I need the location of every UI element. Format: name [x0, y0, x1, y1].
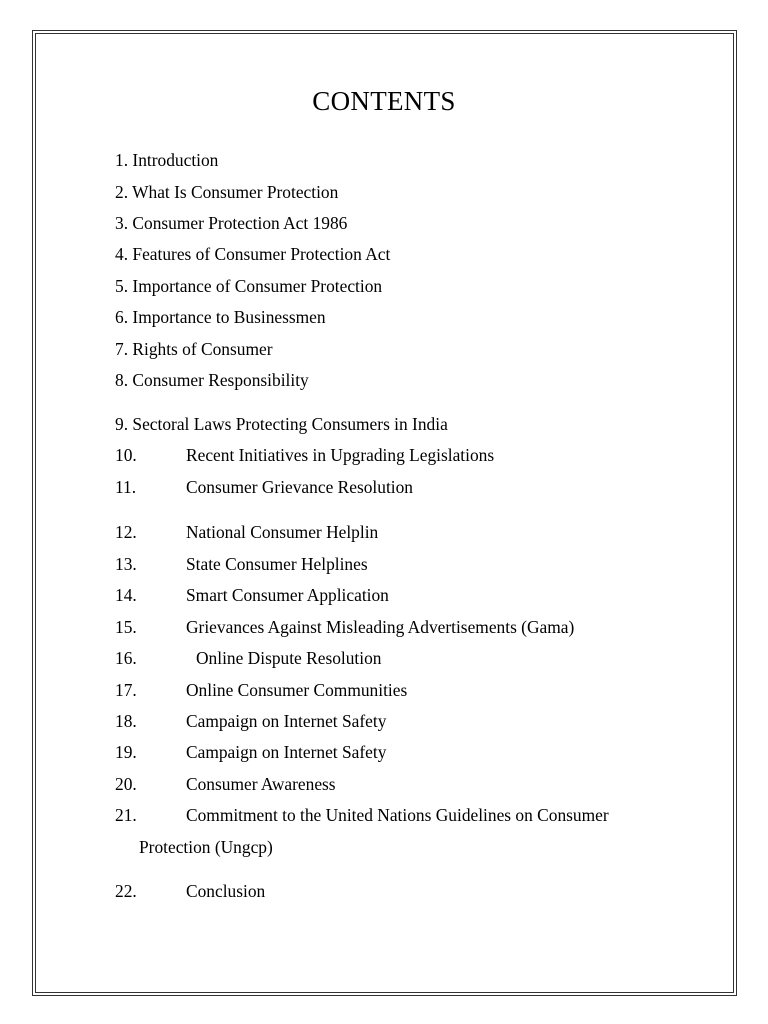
toc-item-number: 6.: [115, 307, 129, 327]
toc-item-label: National Consumer Helplin: [186, 522, 379, 542]
toc-item-number: 16.: [115, 648, 137, 668]
toc-item: [115, 773, 336, 795]
toc-item: [115, 710, 386, 732]
toc-item-number: 12.: [115, 522, 137, 542]
toc-item-label: Importance to Businessmen: [132, 307, 326, 327]
toc-item: [115, 306, 326, 328]
toc-item-number: 4.: [115, 244, 129, 264]
toc-item-label: State Consumer Helplines: [186, 554, 368, 574]
toc-item-label: Consumer Protection Act 1986: [132, 213, 348, 233]
toc-item-label: Campaign on Internet Safety: [186, 742, 387, 762]
toc-item: [115, 243, 390, 265]
toc-item-number: 14.: [115, 585, 137, 605]
toc-item-number: 18.: [115, 711, 137, 731]
toc-item: [115, 553, 368, 575]
toc-item-label: Campaign on Internet Safety: [186, 711, 387, 731]
toc-item-label: Consumer Awareness: [186, 774, 336, 794]
toc-item: [115, 149, 218, 171]
toc-item-number: 21.: [115, 805, 137, 825]
toc-item: [115, 647, 382, 669]
toc-item-number: 2.: [115, 182, 129, 202]
toc-item: [115, 584, 389, 606]
toc-item-number: 11.: [115, 477, 137, 497]
toc-item-number: 1.: [115, 150, 129, 170]
toc-item-number: 10.: [115, 445, 137, 465]
toc-item: [115, 413, 448, 435]
toc-item: [115, 444, 494, 466]
toc-item-label: Online Consumer Communities: [186, 680, 408, 700]
toc-item-label: Importance of Consumer Protection: [132, 276, 383, 296]
toc-item-label: Grievances Against Misleading Advertisements (Gama): [186, 617, 575, 637]
toc-item-label: Sectoral Laws Protecting Consumers in India: [132, 414, 448, 434]
toc-item-label: What Is Consumer Protection: [132, 182, 339, 202]
toc-item-label: Conclusion: [186, 881, 266, 901]
toc-item: [115, 880, 265, 902]
toc-item-number: 8.: [115, 370, 129, 390]
toc-item-number: 17.: [115, 680, 137, 700]
toc-item-number: 20.: [115, 774, 137, 794]
toc-item-label: Features of Consumer Protection Act: [132, 244, 391, 264]
toc-item-number: 15.: [115, 617, 137, 637]
toc-item-label: Rights of Consumer: [132, 339, 273, 359]
toc-item: [115, 616, 574, 638]
toc-item-label: Online Dispute Resolution: [196, 648, 382, 668]
toc-item: [115, 181, 338, 203]
toc-item: [115, 338, 273, 360]
toc-item-label: Introduction: [132, 150, 219, 170]
toc-item-label: Commitment to the United Nations Guidelines on Consumer: [186, 805, 609, 825]
toc-item-number: 13.: [115, 554, 137, 574]
toc-item-number: 3.: [115, 213, 129, 233]
toc-item-number: 5.: [115, 276, 129, 296]
toc-item: [115, 741, 386, 763]
toc-item: [115, 369, 309, 391]
toc-item-continuation: Protection (Ungcp): [139, 837, 273, 857]
toc-item-number: 7.: [115, 339, 129, 359]
toc-item-number: 9.: [115, 414, 129, 434]
toc-item-number: 22.: [115, 881, 137, 901]
toc-item: [115, 804, 609, 826]
toc-item: [115, 275, 382, 297]
toc-item-label: Recent Initiatives in Upgrading Legislations: [186, 445, 495, 465]
toc-item-label: Consumer Grievance Resolution: [186, 477, 413, 497]
toc-item: [115, 476, 413, 498]
toc-item-label: Smart Consumer Application: [186, 585, 389, 605]
toc-item: [115, 679, 407, 701]
toc-item-label: Consumer Responsibility: [132, 370, 309, 390]
toc-item: [115, 521, 378, 543]
toc-item-number: 19.: [115, 742, 137, 762]
page-title: CONTENTS: [312, 86, 456, 116]
toc-item: [115, 212, 347, 234]
